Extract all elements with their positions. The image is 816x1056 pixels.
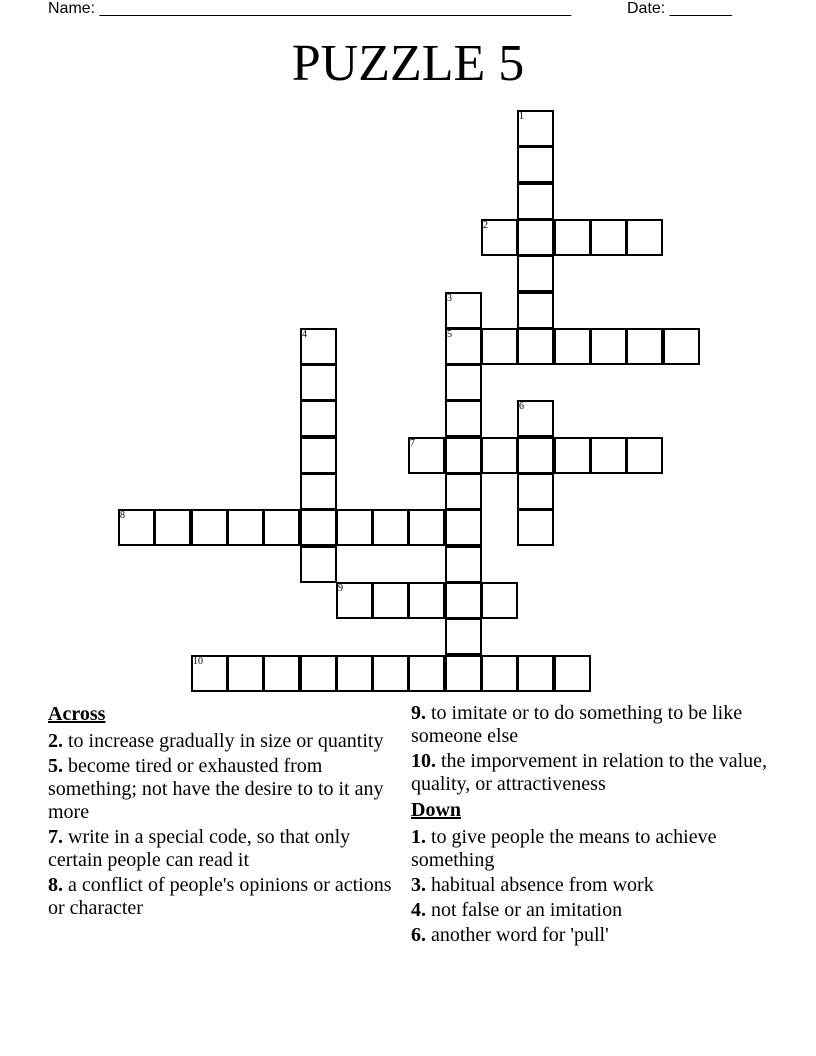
grid-cell[interactable] [481, 328, 518, 365]
grid-cell[interactable] [263, 655, 300, 692]
clue-number-label: 3 [447, 293, 452, 304]
grid-cell[interactable] [445, 655, 482, 692]
grid-cell[interactable] [445, 546, 482, 583]
grid-cell[interactable] [408, 509, 445, 546]
clue-text: a conflict of people's opinions or actions or character [48, 874, 392, 919]
clue-text: habitual absence from work [431, 874, 654, 896]
grid-cell[interactable] [517, 255, 554, 292]
clue-number-label: 1 [519, 111, 524, 122]
clue-number-label: 9 [338, 583, 343, 594]
grid-cell[interactable] [481, 655, 518, 692]
grid-cell[interactable] [554, 328, 591, 365]
clue-number: 2. [48, 730, 63, 752]
down-heading: Down [411, 799, 462, 821]
clue-across-8 [48, 874, 408, 920]
clues-column-right [411, 702, 771, 949]
grid-cell[interactable] [554, 655, 591, 692]
clue-across-5 [48, 755, 408, 824]
clue-number-label: 6 [519, 401, 524, 412]
clue-text: become tired or exhausted from something; not have the desire to to it any more [48, 755, 384, 823]
grid-cell[interactable] [408, 582, 445, 619]
clue-number-label: 4 [302, 329, 307, 340]
clue-across-7 [48, 826, 408, 872]
across-heading: Across [48, 703, 106, 725]
grid-cell[interactable] [372, 655, 409, 692]
clue-number: 5. [48, 755, 63, 777]
clue-text: not false or an imitation [431, 899, 623, 921]
clue-number: 7. [48, 826, 63, 848]
grid-cell[interactable] [154, 509, 191, 546]
grid-cell[interactable] [445, 400, 482, 437]
clue-number-label: 10 [193, 656, 203, 667]
clue-number-label: 5 [447, 329, 452, 340]
grid-cell[interactable] [554, 219, 591, 256]
grid-cell[interactable] [336, 655, 373, 692]
clue-text: to give people the means to achieve something [411, 826, 717, 871]
clue-across-9 [411, 702, 771, 748]
grid-cell[interactable] [227, 509, 264, 546]
name-field-label[interactable]: Name: _____________________________________________________ [48, 0, 572, 17]
grid-cell[interactable] [445, 364, 482, 401]
grid-cell[interactable] [300, 473, 337, 510]
grid-cell[interactable] [445, 437, 482, 474]
grid-cell[interactable] [227, 655, 264, 692]
clue-number-label: 7 [410, 438, 415, 449]
grid-cell[interactable] [517, 655, 554, 692]
grid-cell[interactable] [626, 219, 663, 256]
clue-text: to imitate or to do something to be like someone else [411, 702, 743, 747]
clue-down-6 [411, 924, 771, 947]
grid-cell[interactable] [300, 437, 337, 474]
clues-column-left [48, 702, 408, 922]
clue-down-1 [411, 826, 771, 872]
grid-cell[interactable] [517, 328, 554, 365]
grid-cell[interactable] [554, 437, 591, 474]
grid-cell[interactable] [445, 509, 482, 546]
clue-number-label: 8 [120, 510, 125, 521]
grid-cell[interactable] [590, 219, 627, 256]
grid-cell[interactable] [517, 509, 554, 546]
clue-text: write in a special code, so that only certain people can read it [48, 826, 351, 871]
grid-cell[interactable] [517, 219, 554, 256]
grid-cell[interactable] [481, 582, 518, 619]
grid-cell[interactable] [517, 146, 554, 183]
grid-cell[interactable] [663, 328, 700, 365]
grid-cell[interactable] [300, 655, 337, 692]
grid-cell[interactable] [263, 509, 300, 546]
clue-number: 10. [411, 750, 436, 772]
grid-cell[interactable] [408, 655, 445, 692]
grid-cell[interactable] [191, 509, 228, 546]
grid-cell[interactable] [445, 582, 482, 619]
clue-number-label: 2 [483, 220, 488, 231]
clue-text: to increase gradually in size or quantity [68, 730, 384, 752]
date-field-label[interactable]: Date: _______ [627, 0, 732, 17]
grid-cell[interactable] [300, 546, 337, 583]
grid-cell[interactable] [445, 473, 482, 510]
grid-cell[interactable] [300, 509, 337, 546]
grid-cell[interactable] [626, 437, 663, 474]
grid-cell[interactable] [372, 509, 409, 546]
clue-number: 9. [411, 702, 426, 724]
clue-number: 1. [411, 826, 426, 848]
grid-cell[interactable] [372, 582, 409, 619]
grid-cell[interactable] [481, 437, 518, 474]
puzzle-title: PUZZLE 5 [291, 35, 525, 92]
clue-across-2 [48, 730, 408, 753]
grid-cell[interactable] [517, 473, 554, 510]
grid-cell[interactable] [590, 437, 627, 474]
grid-cell[interactable] [626, 328, 663, 365]
grid-cell[interactable] [445, 618, 482, 655]
clue-number: 6. [411, 924, 426, 946]
clue-number: 8. [48, 874, 63, 896]
grid-cell[interactable] [517, 437, 554, 474]
clue-number: 3. [411, 874, 426, 896]
grid-cell[interactable] [300, 364, 337, 401]
grid-cell[interactable] [590, 328, 627, 365]
clue-text: the imporvement in relation to the value, quality, or attractiveness [411, 750, 768, 795]
clue-number: 4. [411, 899, 426, 921]
grid-cell[interactable] [336, 509, 373, 546]
clue-down-3 [411, 874, 771, 897]
clue-down-4 [411, 899, 771, 922]
grid-cell[interactable] [517, 183, 554, 220]
clue-across-10 [411, 750, 771, 796]
grid-cell[interactable] [300, 400, 337, 437]
grid-cell[interactable] [517, 292, 554, 329]
clue-text: another word for 'pull' [431, 924, 609, 946]
